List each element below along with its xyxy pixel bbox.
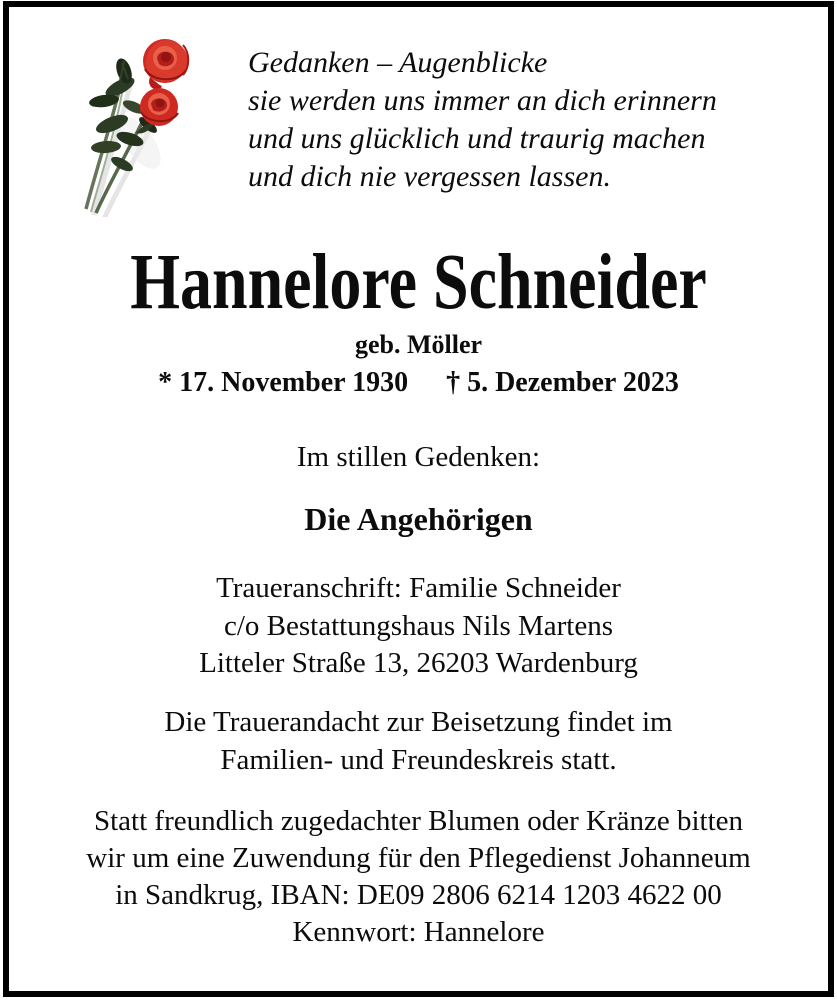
poem-line: und uns glücklich und traurig machen [248, 122, 706, 155]
service-line: Familien- und Freundeskreis statt. [220, 744, 617, 776]
birth-name: geb. Möller [354, 330, 483, 359]
address-block [0, 570, 837, 683]
address-line: c/o Bestattungshaus Nils Martens [223, 609, 614, 642]
donation-line: Kennwort: Hannelore [292, 916, 545, 948]
roses-icon-svg [62, 27, 232, 217]
donation-line: wir um eine Zuwendung für den Pflegedienst Johanneum [86, 842, 751, 874]
death-date: † 5. Dezember 2023 [446, 367, 679, 398]
donation-block [0, 803, 837, 951]
birth-date: * 17. November 1930 [158, 367, 409, 398]
poem-line: und dich nie vergessen lassen. [248, 160, 611, 193]
service-line: Die Trauerandacht zur Beisetzung findet im [164, 706, 673, 738]
deceased-name: Hannelore Schneider [130, 239, 707, 326]
service-block [0, 703, 837, 779]
address-line: Litteler Straße 13, 26203 Wardenburg [199, 647, 638, 679]
poem-line: Gedanken – Augenblicke [248, 46, 548, 79]
donation-line: in Sandkrug, IBAN: DE09 2806 6214 1203 4622 00 [115, 879, 722, 911]
memorial-poem [248, 44, 717, 196]
life-dates [0, 367, 837, 399]
roses-icon [62, 27, 232, 217]
poem-line: sie werden uns immer an dich erinnern [248, 84, 717, 117]
address-line: Traueranschrift: Familie Schneider [216, 572, 621, 604]
donation-line: Statt freundlich zugedachter Blumen oder Kränze bitten [93, 805, 744, 837]
mourners-line: Die Angehörigen [304, 501, 533, 537]
memorial-line: Im stillen Gedenken: [296, 441, 541, 473]
